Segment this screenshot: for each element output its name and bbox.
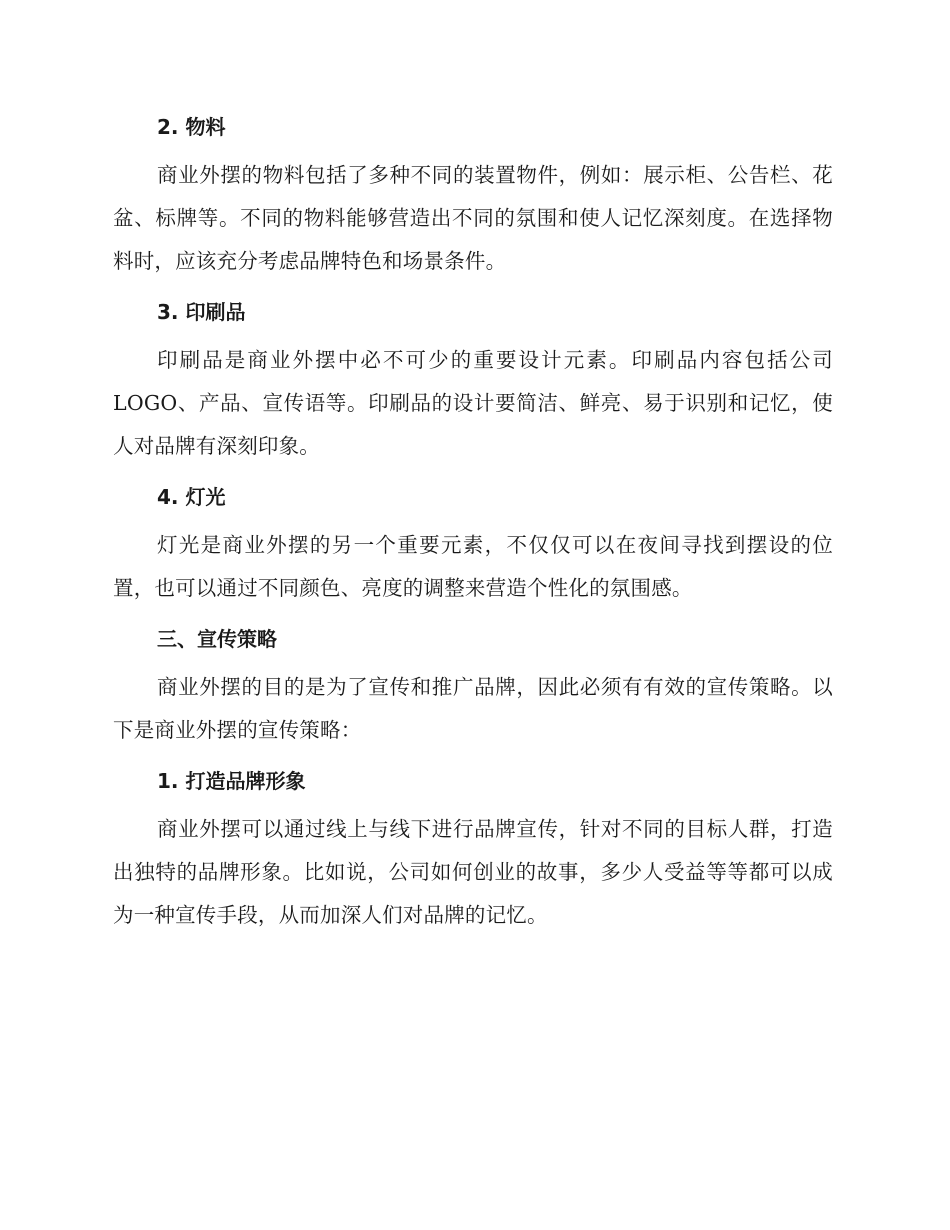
- section-paragraph-lighting: 灯光是商业外摆的另一个重要元素，不仅仅可以在夜间寻找到摆设的位置，也可以通过不同颜色、亮度的调整来营造个性化的氛围感。: [113, 533, 833, 600]
- section-heading-printed-matter: 3. 印刷品: [157, 300, 246, 324]
- section-paragraph-materials: 商业外摆的物料包括了多种不同的装置物件，例如：展示柜、公告栏、花盆、标牌等。不同的物料能够营造出不同的氛围和使人记忆深刻度。在选择物料时，应该充分考虑品牌特色和场景条件。: [113, 163, 833, 273]
- section-heading-lighting: 4. 灯光: [157, 485, 226, 509]
- section-heading-materials: 2. 物料: [157, 115, 226, 139]
- section-paragraph-promotion-strategy: 商业外摆的目的是为了宣传和推广品牌，因此必须有有效的宣传策略。以下是商业外摆的宣传策略：: [113, 675, 833, 742]
- section-heading-brand-image: 1. 打造品牌形象: [157, 769, 306, 793]
- document-body: [113, 108, 833, 937]
- section-paragraph-printed-matter: 印刷品是商业外摆中必不可少的重要设计元素。印刷品内容包括公司LOGO、产品、宣传语等。印刷品的设计要简洁、鲜亮、易于识别和记忆，使人对品牌有深刻印象。: [113, 348, 833, 458]
- section-heading-promotion-strategy: 三、宣传策略: [157, 627, 277, 651]
- section-paragraph-brand-image: 商业外摆可以通过线上与线下进行品牌宣传，针对不同的目标人群，打造出独特的品牌形象。比如说，公司如何创业的故事，多少人受益等等都可以成为一种宣传手段，从而加深人们对品牌的记忆。: [113, 817, 833, 927]
